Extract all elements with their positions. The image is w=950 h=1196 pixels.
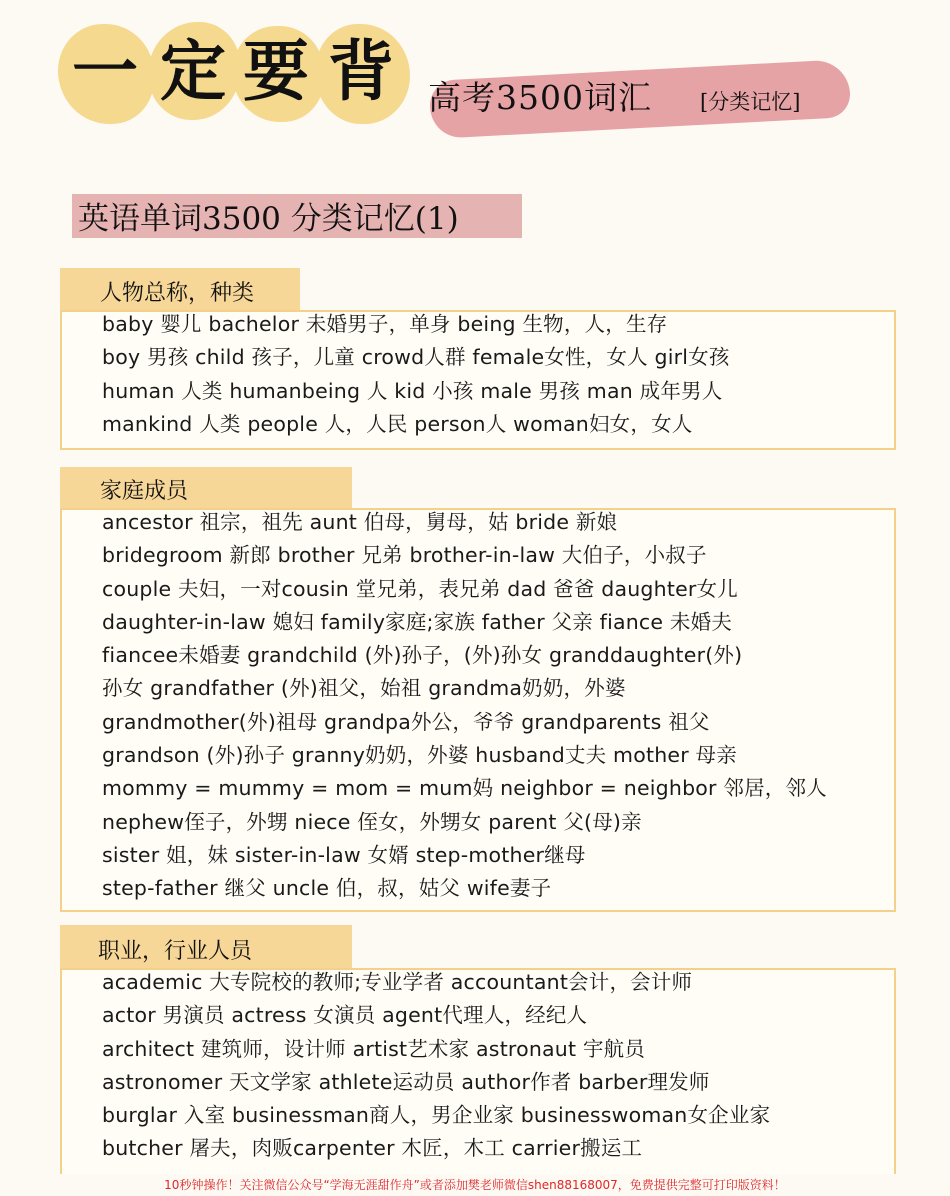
category-label-occupation: 职业，行业人员 — [98, 939, 253, 964]
word-line: astronomer 天文学家 athlete运动员 author作者 barber理发师 — [102, 1069, 710, 1094]
word-line: mommy = mummy = mom = mum妈 neighbor = neighbor 邻居，邻人 — [102, 776, 827, 801]
title-char-1: 一 — [72, 32, 138, 110]
word-line: boy 男孩 child 孩子，儿童 crowd人群 female女性，女人 girl女孩 — [102, 345, 730, 370]
word-line: step-father 继父 uncle 伯，叔，姑父 wife妻子 — [102, 876, 552, 901]
category-label-family: 家庭成员 — [100, 479, 189, 504]
word-line: fiancee未婚妻 grandchild (外)孙子，(外)孙女 granddaughter(外) — [102, 643, 743, 668]
section-title: 英语单词3500 分类记忆(1) — [78, 201, 459, 237]
word-line: sister 姐，妹 sister-in-law 女婿 step-mother继母 — [102, 842, 586, 867]
word-line: butcher 屠夫，肉贩carpenter 木匠，木工 carrier搬运工 — [102, 1136, 643, 1161]
title-char-2: 定 — [160, 32, 226, 110]
word-line: architect 建筑师，设计师 artist艺术家 astronaut 宇航员 — [102, 1036, 646, 1061]
word-line: bridegroom 新郎 brother 兄弟 brother-in-law 大伯子，小叔子 — [102, 543, 707, 568]
word-line: mankind 人类 people 人，人民 person人 woman妇女，女人 — [102, 411, 693, 436]
word-line: daughter-in-law 媳妇 family家庭;家族 father 父亲 fiance 未婚夫 — [102, 609, 733, 634]
word-line: human 人类 humanbeing 人 kid 小孩 male 男孩 man 成年男人 — [102, 378, 723, 403]
word-line: couple 夫妇，一对cousin 堂兄弟，表兄弟 dad 爸爸 daughter女儿 — [102, 576, 738, 601]
footer-notice: 10秒钟操作！关注微信公众号“学海无涯甜作舟”或者添加樊老师微信shen88168007，免费提供完整可打印版资料！ — [164, 1178, 786, 1192]
category-box-family — [60, 508, 896, 912]
category-label-people: 人物总称，种类 — [100, 281, 255, 306]
word-line: burglar 入室 businessman商人，男企业家 businesswoman女企业家 — [102, 1103, 771, 1128]
word-line: academic 大专院校的教师;专业学者 accountant会计，会计师 — [102, 970, 693, 994]
subtitle-tag: [分类记忆] — [700, 90, 801, 114]
title-char-3: 要 — [243, 32, 309, 110]
word-line: grandson (外)孙子 granny奶奶，外婆 husband丈夫 mother 母亲 — [102, 743, 737, 768]
word-line: baby 婴儿 bachelor 未婚男子，单身 being 生物，人，生存 — [102, 312, 668, 336]
category-box-occupation — [60, 968, 896, 1174]
title-char-4: 背 — [328, 32, 394, 110]
subtitle: 高考3500词汇 — [428, 78, 652, 117]
word-line: actor 男演员 actress 女演员 agent代理人，经纪人 — [102, 1003, 588, 1028]
word-line: nephew侄子，外甥 niece 侄女，外甥女 parent 父(母)亲 — [102, 809, 642, 834]
word-line: ancestor 祖宗，祖先 aunt 伯母，舅母，姑 bride 新娘 — [102, 510, 618, 534]
word-line: grandmother(外)祖母 grandpa外公，爷爷 grandparents 祖父 — [102, 709, 710, 734]
word-line: 孙女 grandfather (外)祖父，始祖 grandma奶奶，外婆 — [102, 676, 626, 701]
category-box-people — [60, 310, 896, 450]
